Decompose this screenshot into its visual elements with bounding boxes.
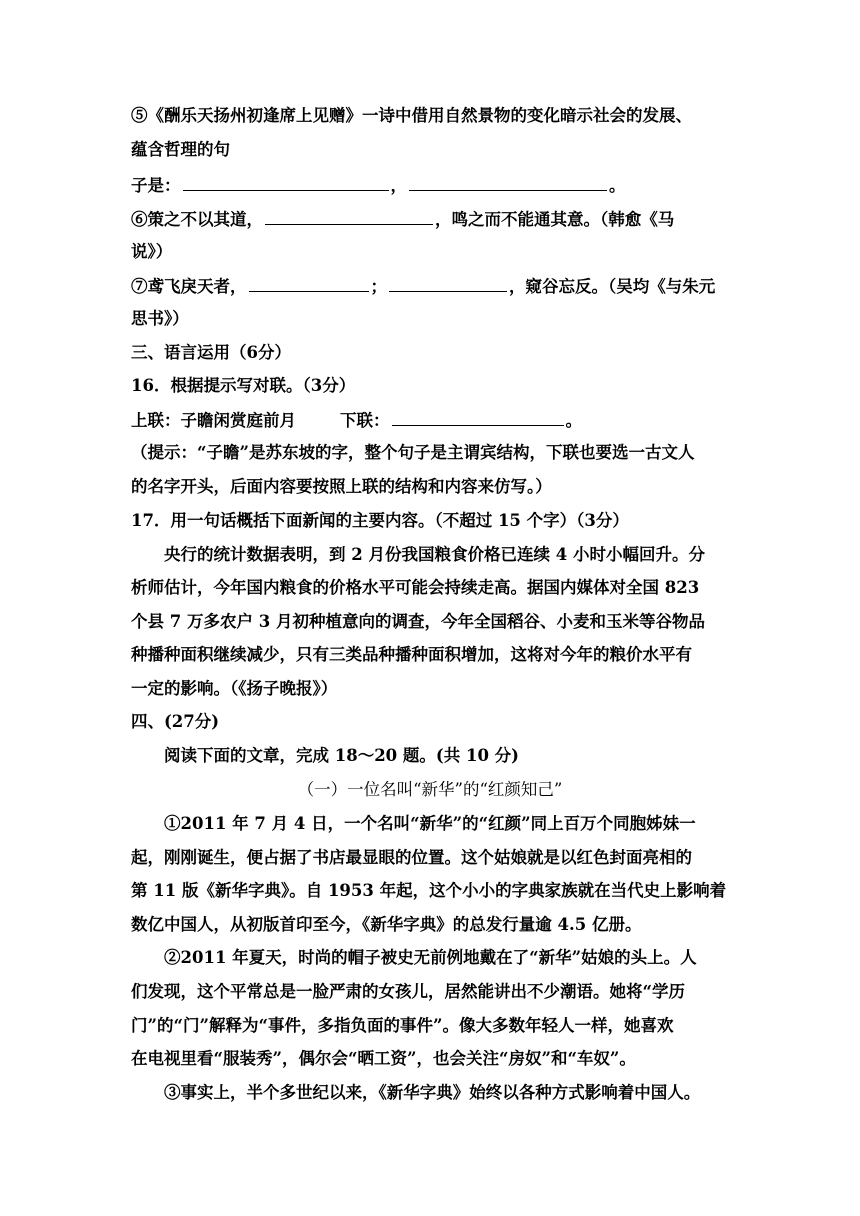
question-line — [131, 240, 734, 264]
text: 。 — [565, 411, 582, 430]
text: 们发现，这个平常总是一脸严肃的女孩儿，居然能讲出不少潮语。她将“学历 — [131, 982, 685, 1001]
news-paragraph — [131, 643, 734, 667]
news-paragraph — [131, 610, 734, 634]
answer-blank[interactable] — [265, 207, 433, 225]
text: 央行的统计数据表明，到 2 月份我国粮食价格已连续 4 小时小幅回升。分 — [164, 545, 705, 564]
text: 说》） — [131, 242, 173, 261]
text: ①2011 年 7 月 4 日，一个名叫“新华”的“红颜”同上百万个同胞姊妹一 — [164, 814, 696, 833]
answer-blank[interactable] — [392, 408, 564, 426]
text: 在电视里看“服装秀”，偶尔会“晒工资”，也会关注“房奴”和“车奴”。 — [131, 1049, 636, 1068]
text: 第 11 版《新华字典》。自 1953 年起，这个小小的字典家族就在当代史上影响着 — [131, 881, 727, 900]
poem-question-line — [131, 104, 734, 128]
reading-instruction — [164, 744, 734, 768]
text: 个县 7 万多农户 3 月初种植意向的调查，今年全国稻谷、小麦和玉米等谷物品 — [131, 612, 705, 631]
text: 16．根据提示写对联。（3分） — [131, 376, 356, 395]
text: 的名字开头，后面内容要按照上联的结构和内容来仿写。） — [131, 477, 552, 496]
text: 上联：子瞻闲赏庭前月 — [131, 411, 296, 430]
text: 阅读下面的文章，完成 18～20 题。(共 10 分) — [164, 746, 519, 765]
article-paragraph — [131, 879, 734, 903]
article-paragraph — [131, 913, 734, 937]
question-line — [131, 307, 734, 331]
text: ，鸣之而不能通其意。（韩愈《马 — [435, 210, 675, 229]
text: 17．用一句话概括下面新闻的主要内容。（不超过 15 个字）（3分） — [131, 511, 629, 530]
text: 思书》） — [131, 309, 189, 328]
text: 下联： — [340, 411, 390, 430]
hint-line — [131, 441, 734, 465]
text: 析师估计，今年国内粮食的价格水平可能会持续走高。据国内媒体对全国 823 — [131, 578, 700, 597]
text: 四、(27分) — [131, 712, 220, 731]
text: 三、语言运用（6分） — [131, 343, 291, 362]
answer-blank[interactable] — [409, 173, 607, 191]
question-title — [131, 509, 734, 533]
text: （一）一位名叫“新华”的“红颜知己” — [297, 780, 563, 799]
article-paragraph — [131, 980, 734, 1004]
text: 门”的“门”解释为“事件，多指负面的事件”。像大多数年轻人一样，她喜欢 — [131, 1016, 674, 1035]
text: （提示：“子瞻”是苏东坡的字，整个句子是主谓宾结构，下联也要选一古文人 — [131, 443, 695, 462]
answer-blank[interactable] — [249, 274, 369, 292]
section-heading — [131, 341, 734, 365]
text: ，窥谷忘反。（吴均《与朱元 — [509, 277, 716, 296]
poem-question-line — [131, 138, 734, 162]
text: ⑤《酬乐天扬州初逢席上见赠》一诗中借用自然景物的变化暗示社会的发展、 — [131, 106, 692, 125]
text: ， — [390, 176, 407, 195]
article-paragraph — [131, 1047, 734, 1071]
text: 。 — [609, 176, 626, 195]
news-paragraph — [164, 543, 734, 567]
question-line — [131, 274, 734, 299]
article-paragraph — [164, 946, 734, 970]
text: ⑥策之不以其道， — [131, 210, 263, 229]
text: ； — [370, 277, 387, 296]
text: ③事实上，半个多世纪以来，《新华字典》始终以各种方式影响着中国人。 — [164, 1083, 701, 1102]
news-paragraph — [131, 677, 734, 701]
article-paragraph — [131, 846, 734, 870]
text: 一定的影响。（《扬子晚报》） — [131, 679, 338, 698]
answer-blank[interactable] — [389, 274, 507, 292]
text: ⑦鸢飞戾天者， — [131, 277, 247, 296]
section-heading — [131, 710, 734, 734]
news-paragraph — [131, 576, 734, 600]
text: ②2011 年夏天，时尚的帽子被史无前例地戴在了“新华”姑娘的头上。人 — [164, 948, 697, 967]
text: 数亿中国人，从初版首印至今，《新华字典》的总发行量逾 4.5 亿册。 — [131, 915, 642, 934]
question-line — [131, 207, 734, 232]
hint-line — [131, 475, 734, 499]
answer-line — [131, 173, 734, 198]
article-paragraph — [164, 1081, 734, 1105]
article-paragraph — [131, 1014, 734, 1038]
article-paragraph — [164, 812, 734, 836]
couplet-line — [131, 408, 734, 433]
answer-blank[interactable] — [183, 173, 389, 191]
text: 蕴含哲理的句 — [131, 140, 230, 159]
text: 子是： — [131, 176, 181, 195]
text: 种播种面积继续减少，只有三类品种播种面积增加，这将对今年的粮价水平有 — [131, 645, 692, 664]
article-title — [0, 778, 860, 802]
text: 起，刚刚诞生，便占据了书店最显眼的位置。这个姑娘就是以红色封面亮相的 — [131, 848, 692, 867]
question-title — [131, 374, 734, 398]
